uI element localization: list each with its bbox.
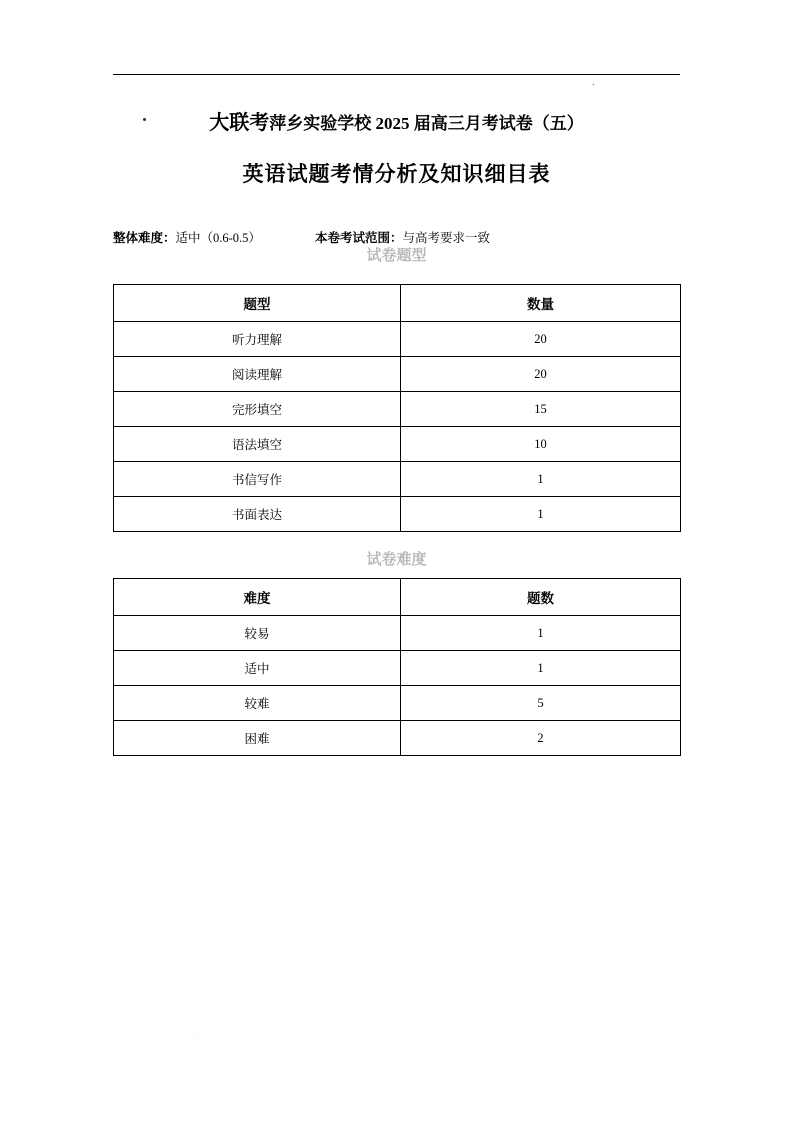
title-prefix: 大联考 xyxy=(209,112,270,134)
header-rule xyxy=(113,74,680,75)
document-subtitle: 英语试题考情分析及知识细目表 xyxy=(242,162,551,186)
cell-question-type: 书面表达 xyxy=(114,497,401,532)
cell-question-type: 语法填空 xyxy=(114,427,401,462)
difficulty-value: 适中（0.6-0.5） xyxy=(175,231,261,245)
table-row xyxy=(114,686,681,721)
table-row xyxy=(114,721,681,756)
header-dot-mark: . xyxy=(592,77,595,88)
difficulty-table xyxy=(113,578,681,756)
table-row xyxy=(114,497,681,532)
table-row xyxy=(114,427,681,462)
cell-question-count: 5 xyxy=(401,686,681,721)
cell-count: 1 xyxy=(401,462,681,497)
section-heading-question-types: 试卷题型 xyxy=(366,248,427,264)
column-header-question-count: 题数 xyxy=(401,579,681,616)
difficulty-label: 整体难度： xyxy=(113,231,176,245)
table-header-row xyxy=(114,285,681,322)
cell-difficulty: 较难 xyxy=(114,686,401,721)
scope-label: 本卷考试范围： xyxy=(314,231,403,245)
cell-count: 20 xyxy=(401,322,681,357)
cell-question-count: 2 xyxy=(401,721,681,756)
cell-difficulty: 适中 xyxy=(114,651,401,686)
cell-question-type: 完形填空 xyxy=(114,392,401,427)
document-title xyxy=(113,106,680,135)
cell-question-count: 1 xyxy=(401,651,681,686)
table-row xyxy=(114,462,681,497)
table-row xyxy=(114,616,681,651)
column-header-count: 数量 xyxy=(401,285,681,322)
cell-count: 10 xyxy=(401,427,681,462)
cell-count: 1 xyxy=(401,497,681,532)
cell-question-type: 听力理解 xyxy=(114,322,401,357)
cell-question-type: 书信写作 xyxy=(114,462,401,497)
column-header-question-type: 题型 xyxy=(114,285,401,322)
question-type-table xyxy=(113,284,681,532)
table-row xyxy=(114,392,681,427)
cell-question-type: 阅读理解 xyxy=(114,357,401,392)
cell-count: 20 xyxy=(401,357,681,392)
column-header-difficulty: 难度 xyxy=(114,579,401,616)
page-bottom-mark: . xyxy=(196,1030,199,1040)
cell-count: 15 xyxy=(401,392,681,427)
section-heading-difficulty: 试卷难度 xyxy=(366,552,427,568)
cell-question-count: 1 xyxy=(401,616,681,651)
table-row xyxy=(114,651,681,686)
scope-value: 与高考要求一致 xyxy=(402,231,490,245)
title-main: 萍乡实验学校 2025 届高三月考试卷（五） xyxy=(269,114,584,133)
table-row xyxy=(114,322,681,357)
table-row xyxy=(114,357,681,392)
table-header-row xyxy=(114,579,681,616)
cell-difficulty: 困难 xyxy=(114,721,401,756)
cell-difficulty: 较易 xyxy=(114,616,401,651)
